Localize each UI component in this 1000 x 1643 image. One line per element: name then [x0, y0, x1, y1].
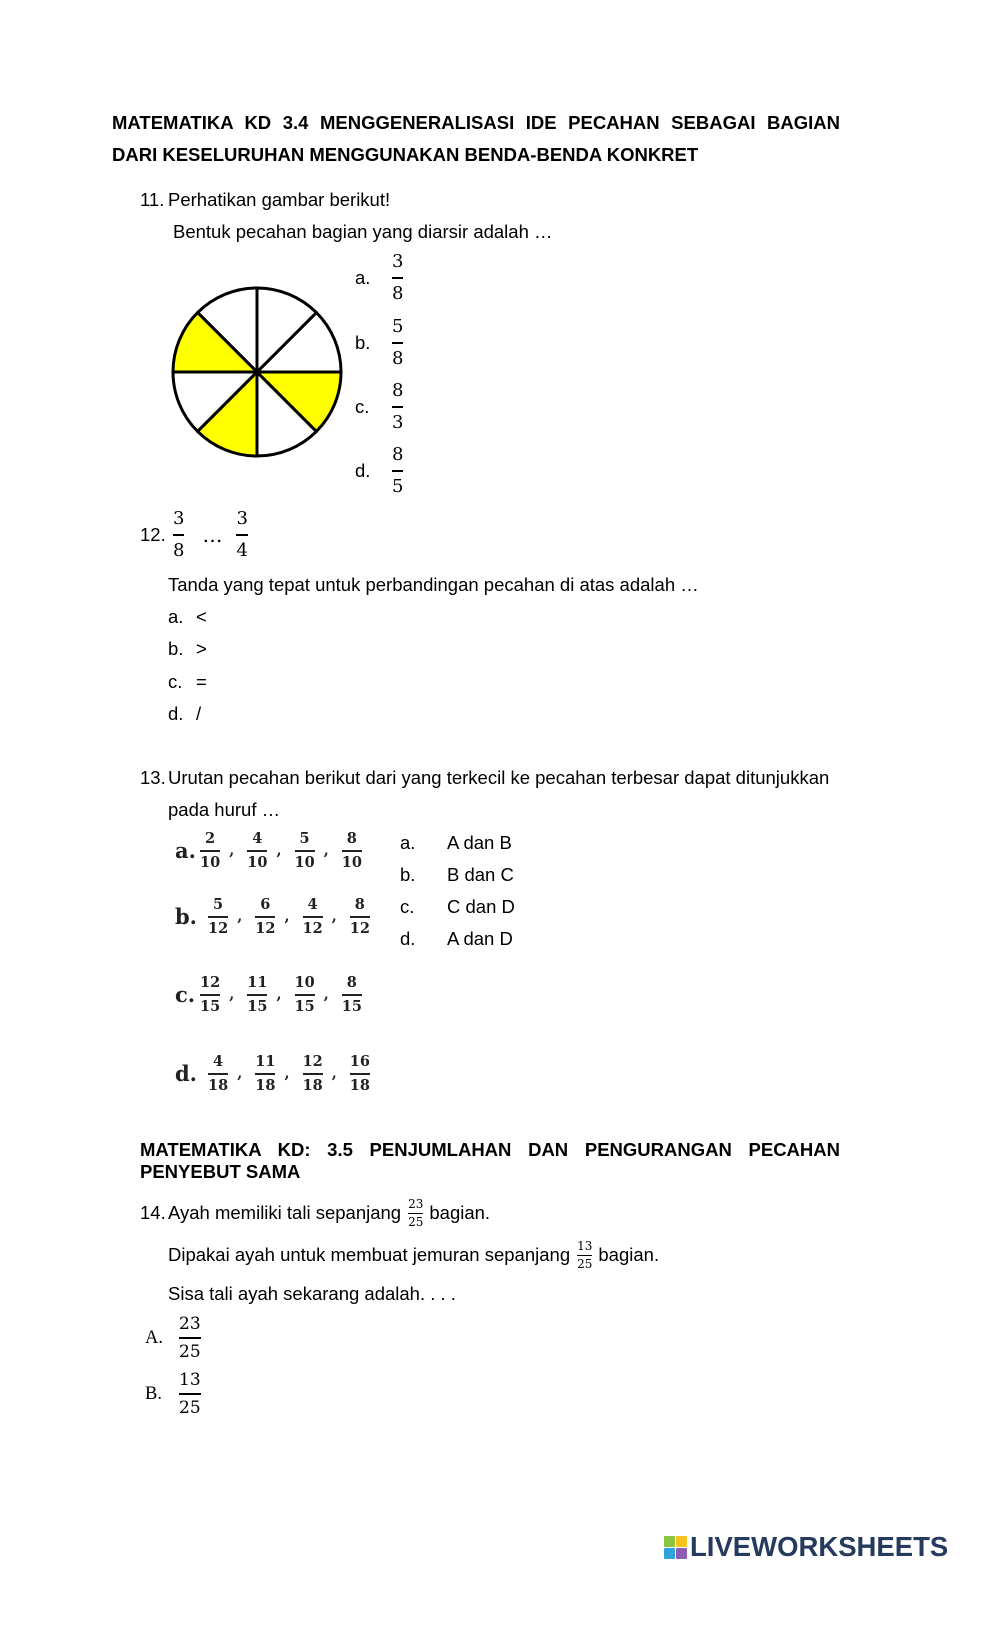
q13-question-line2: pada huruf …	[168, 799, 281, 820]
option-label: c.	[168, 671, 183, 692]
fraction	[206, 1054, 230, 1094]
q14-number: 14.	[140, 1202, 166, 1223]
fraction	[198, 975, 222, 1015]
fraction-bar	[350, 1073, 370, 1075]
fraction	[301, 1054, 325, 1094]
fraction-separator: ,	[331, 907, 337, 925]
denominator: 25	[179, 1341, 201, 1362]
q12-left-fraction	[172, 508, 185, 562]
option-text: B dan C	[447, 864, 514, 885]
fraction-separator: ,	[276, 841, 282, 859]
fraction	[340, 831, 364, 871]
denominator: 25	[577, 1256, 593, 1271]
fraction	[348, 897, 372, 937]
denominator: 10	[294, 853, 315, 871]
fraction	[301, 897, 325, 937]
option-label: a.	[168, 606, 184, 627]
numerator: 8	[346, 974, 357, 991]
q14-option-b	[145, 1370, 202, 1418]
denominator: 5	[392, 475, 404, 497]
numerator: 3	[173, 508, 185, 529]
q14-question: Sisa tali ayah sekarang adalah. . . .	[168, 1283, 456, 1304]
q11-number: 11.	[140, 189, 165, 210]
fraction-bar	[200, 994, 220, 996]
fraction-bar	[236, 534, 247, 536]
option-label: b.	[168, 638, 184, 659]
q14-line2-fraction	[576, 1240, 593, 1271]
liveworksheets-logo-text: LIVEWORKSHEETS	[690, 1531, 949, 1562]
q12-comparison	[140, 508, 249, 562]
set-label: d.	[175, 1060, 197, 1086]
q13-option-b	[400, 864, 514, 886]
fraction	[293, 831, 317, 871]
q14-line1-unit: bagian.	[429, 1202, 491, 1223]
q11-question: Bentuk pecahan bagian yang diarsir adalah …	[173, 221, 553, 242]
fraction-bar	[200, 850, 220, 852]
fraction-separator: ,	[323, 841, 329, 859]
fraction	[206, 897, 230, 937]
fraction-bar	[247, 994, 267, 996]
q11-pie-figure	[165, 280, 350, 465]
denominator: 15	[247, 997, 268, 1015]
fraction-separator: ,	[237, 1064, 243, 1082]
option-fraction	[391, 380, 404, 434]
fraction-separator: ,	[284, 1064, 290, 1082]
fraction	[253, 897, 277, 937]
fraction-list	[198, 831, 364, 871]
option-fraction	[391, 444, 404, 498]
denominator: 15	[294, 997, 315, 1015]
option-fraction	[391, 316, 404, 370]
q12-question: Tanda yang tepat untuk perbandingan pecahan di atas adalah …	[168, 574, 699, 595]
fraction	[198, 831, 222, 871]
denominator: 12	[208, 919, 229, 937]
q11-option-b	[355, 316, 404, 370]
denominator: 18	[302, 1076, 323, 1094]
option-text: /	[196, 703, 202, 724]
numerator: 12	[200, 974, 221, 991]
liveworksheets-logo	[664, 1533, 948, 1561]
q13-option-d	[400, 928, 513, 950]
option-label: d.	[168, 703, 184, 724]
numerator: 5	[213, 896, 224, 913]
option-text: A dan D	[447, 928, 513, 949]
section-title-kd35-line1: MATEMATIKA KD: 3.5 PENJUMLAHAN DAN PENGURANGAN PECAHAN	[140, 1139, 840, 1160]
fraction-separator: ,	[284, 907, 290, 925]
option-text: <	[196, 606, 207, 627]
denominator: 4	[236, 539, 248, 561]
fraction-separator: ,	[331, 1064, 337, 1082]
numerator: 23	[179, 1314, 201, 1334]
numerator: 8	[392, 444, 404, 465]
denominator: 12	[302, 919, 323, 937]
fraction-bar	[350, 916, 370, 918]
numerator: 13	[577, 1238, 593, 1253]
option-label: d.	[400, 928, 416, 949]
denominator: 18	[255, 1076, 276, 1094]
numerator: 4	[307, 896, 318, 913]
fraction-separator: ,	[237, 907, 243, 925]
numerator: 8	[392, 380, 404, 401]
q11-option-a	[355, 251, 404, 305]
denominator: 10	[200, 853, 221, 871]
fraction-bar	[255, 1073, 275, 1075]
numerator: 23	[408, 1196, 424, 1211]
q13-fraction-set-b	[175, 897, 372, 937]
numerator: 10	[294, 974, 315, 991]
denominator: 15	[341, 997, 362, 1015]
fraction-bar	[392, 342, 403, 344]
q11-instruction: Perhatikan gambar berikut!	[168, 189, 391, 210]
numerator: 6	[260, 896, 271, 913]
logo-square-1	[664, 1536, 675, 1547]
option-text: A dan B	[447, 832, 512, 853]
fraction-list	[198, 975, 364, 1015]
numerator: 11	[255, 1053, 276, 1070]
q12-option-c	[168, 671, 207, 693]
numerator: 8	[346, 830, 357, 847]
option-label: d.	[355, 459, 371, 481]
option-label: a.	[400, 832, 416, 853]
option-label: a.	[355, 266, 371, 288]
fraction	[340, 975, 364, 1015]
denominator: 8	[173, 539, 185, 561]
option-label: b.	[400, 864, 416, 885]
denominator: 25	[408, 1214, 424, 1229]
denominator: 12	[255, 919, 276, 937]
q14-option-a	[145, 1314, 202, 1362]
fraction-separator: ,	[323, 985, 329, 1003]
section-title-kd34-line1: MATEMATIKA KD 3.4 MENGGENERALISASI IDE PECAHAN SEBAGAI BAGIAN	[112, 112, 840, 133]
option-text: =	[196, 671, 207, 692]
option-label: c.	[400, 896, 415, 917]
numerator: 3	[392, 251, 404, 272]
fraction-bar	[179, 1337, 201, 1339]
denominator: 8	[392, 347, 404, 369]
fraction-bar	[247, 850, 267, 852]
set-label: c.	[175, 981, 196, 1007]
fraction	[245, 831, 269, 871]
q13-option-a	[400, 832, 512, 854]
numerator: 4	[213, 1053, 224, 1070]
q13-fraction-set-c	[175, 975, 364, 1015]
fraction-bar	[408, 1213, 423, 1214]
denominator: 15	[200, 997, 221, 1015]
option-label: b.	[355, 331, 371, 353]
numerator: 5	[392, 316, 404, 337]
fraction-bar	[392, 406, 403, 408]
q14-line2-text: Dipakai ayah untuk membuat jemuran sepanjang	[168, 1244, 571, 1265]
set-label: b.	[175, 903, 197, 929]
numerator: 2	[205, 830, 216, 847]
option-text: >	[196, 638, 207, 659]
fraction-list	[206, 1054, 372, 1094]
q13-fraction-set-d	[175, 1054, 372, 1094]
option-label: c.	[355, 395, 370, 417]
set-label: a.	[175, 837, 196, 863]
q12-option-d	[168, 703, 201, 725]
numerator: 16	[349, 1053, 370, 1070]
option-text: C dan D	[447, 896, 515, 917]
liveworksheets-logo-icon	[664, 1536, 687, 1559]
fraction	[253, 1054, 277, 1094]
logo-square-3	[664, 1548, 675, 1559]
fraction	[348, 1054, 372, 1094]
q12-option-a	[168, 606, 207, 628]
fraction-bar	[295, 994, 315, 996]
option-label: A.	[145, 1327, 163, 1348]
fraction	[245, 975, 269, 1015]
numerator: 3	[236, 508, 248, 529]
q14-line2-unit: bagian.	[598, 1244, 660, 1265]
q13-fraction-set-a	[175, 831, 364, 871]
fraction-bar	[208, 916, 228, 918]
q13-number: 13.	[140, 767, 166, 788]
fraction-bar	[392, 470, 403, 472]
q12-comparison-blank: …	[202, 522, 223, 547]
fraction-bar	[342, 850, 362, 852]
fraction-bar	[173, 534, 184, 536]
fraction-bar	[179, 1393, 201, 1395]
denominator: 12	[349, 919, 370, 937]
numerator: 11	[247, 974, 268, 991]
section-title-kd35-line2: PENYEBUT SAMA	[140, 1161, 301, 1182]
fraction-bar	[392, 277, 403, 279]
denominator: 10	[247, 853, 268, 871]
fraction-separator: ,	[229, 841, 235, 859]
option-fraction	[391, 251, 404, 305]
fraction-list	[206, 897, 372, 937]
section-title-kd34-line2: DARI KESELURUHAN MENGGUNAKAN BENDA-BENDA KONKRET	[112, 144, 699, 165]
fraction-bar	[255, 916, 275, 918]
denominator: 18	[208, 1076, 229, 1094]
numerator: 5	[299, 830, 310, 847]
denominator: 25	[179, 1397, 201, 1418]
logo-square-4	[676, 1548, 687, 1559]
q11-option-c	[355, 380, 404, 434]
fraction-bar	[208, 1073, 228, 1075]
numerator: 4	[252, 830, 263, 847]
q14-line1-fraction	[407, 1198, 424, 1229]
q14-line1	[168, 1197, 490, 1229]
q12-number: 12.	[140, 523, 166, 545]
fraction-separator: ,	[276, 985, 282, 1003]
fraction-bar	[342, 994, 362, 996]
fraction-bar	[295, 850, 315, 852]
option-fraction	[178, 1370, 202, 1418]
q13-option-c	[400, 896, 515, 918]
fraction	[293, 975, 317, 1015]
numerator: 8	[354, 896, 365, 913]
logo-square-2	[676, 1536, 687, 1547]
denominator: 8	[392, 282, 404, 304]
q14-line1-text: Ayah memiliki tali sepanjang	[168, 1202, 402, 1223]
numerator: 12	[302, 1053, 323, 1070]
denominator: 18	[349, 1076, 370, 1094]
denominator: 10	[341, 853, 362, 871]
fraction-bar	[577, 1255, 592, 1256]
numerator: 13	[179, 1370, 201, 1390]
q13-question-line1: Urutan pecahan berikut dari yang terkecil ke pecahan terbesar dapat ditunjukkan	[168, 767, 830, 788]
q11-option-d	[355, 444, 404, 498]
q14-line2	[168, 1239, 659, 1271]
q12-option-b	[168, 638, 207, 660]
fraction-bar	[303, 916, 323, 918]
fraction-separator: ,	[229, 985, 235, 1003]
fraction-bar	[303, 1073, 323, 1075]
q12-right-fraction	[235, 508, 248, 562]
option-fraction	[178, 1314, 202, 1362]
option-label: B.	[145, 1383, 162, 1404]
denominator: 3	[392, 411, 404, 433]
